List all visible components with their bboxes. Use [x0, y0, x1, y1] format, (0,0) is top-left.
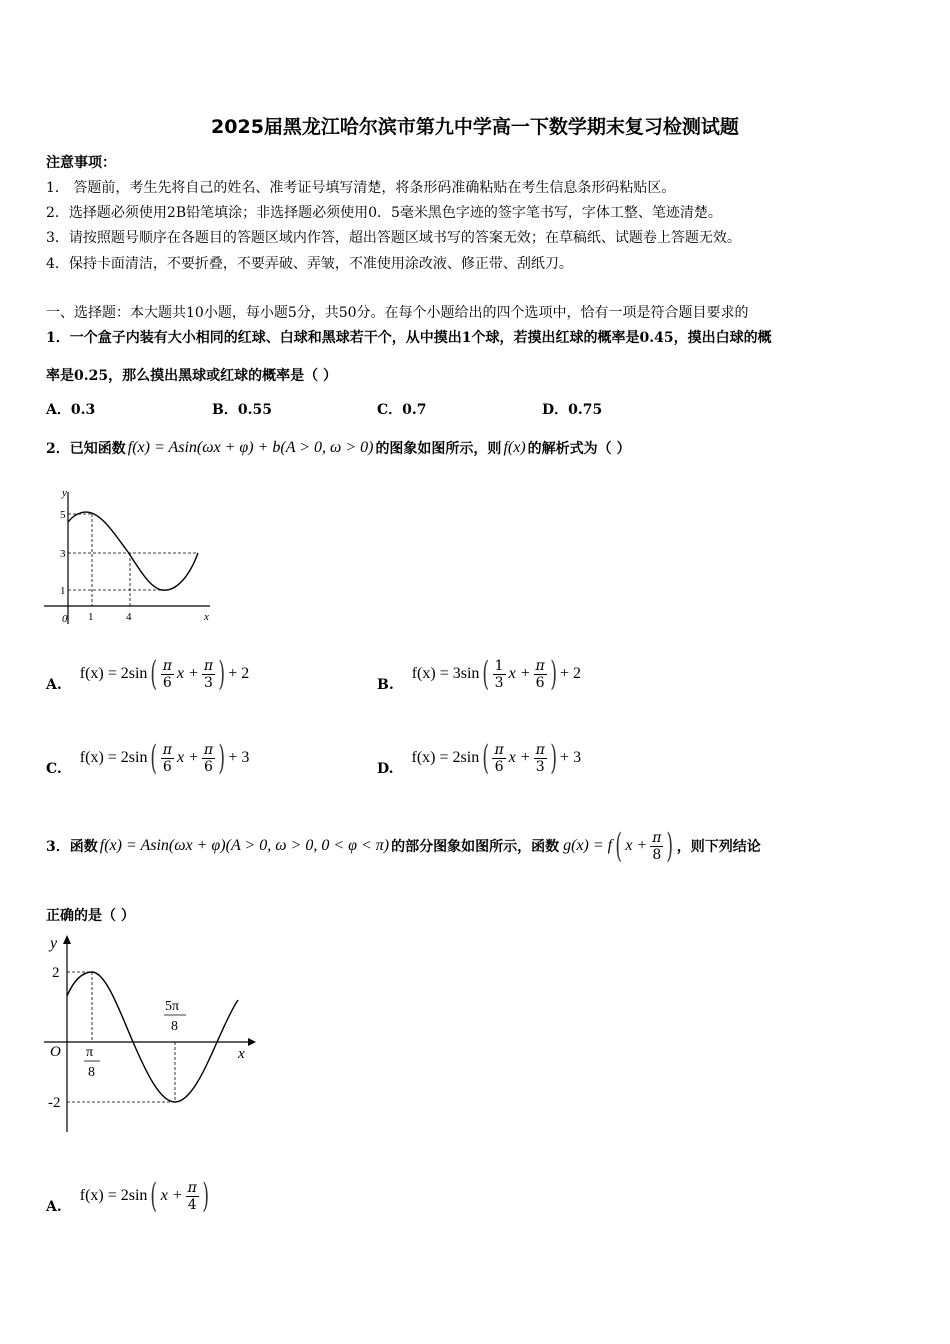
- fraction-num: π: [652, 829, 662, 846]
- notice-item: 4．保持卡面清洁，不要折叠，不要弄破、弄皱，不准使用涂改液、修正带、刮纸刀。: [46, 256, 573, 272]
- math-tail: + 3: [228, 749, 250, 766]
- fraction: [161, 742, 174, 775]
- math-tail: + 3: [560, 749, 582, 766]
- axis-label-x: x: [204, 611, 209, 623]
- question-3-prefix: 3．函数: [46, 839, 98, 855]
- option-d: [377, 734, 581, 782]
- fraction-den: 8: [652, 846, 662, 863]
- math-var: x +: [625, 837, 648, 854]
- math-var: x +: [176, 665, 199, 682]
- sine-curve: [68, 512, 198, 590]
- fraction-num: π: [187, 1179, 197, 1196]
- option-label: A.: [46, 677, 62, 693]
- option-b: [377, 650, 581, 698]
- page-title: 2025届黑龙江哈尔滨市第九中学高一下数学期末复习检测试题: [211, 116, 739, 138]
- origin-label: 0: [62, 613, 68, 625]
- question-3-graph: [40, 932, 260, 1142]
- fraction-den: 6: [162, 758, 172, 775]
- right-paren: ): [202, 1176, 209, 1216]
- option-label: B.: [377, 677, 394, 693]
- tick-label-x: 1: [88, 611, 94, 623]
- axis-label-x: x: [238, 1046, 245, 1062]
- math-lhs: f(x) = 2sin: [411, 749, 480, 766]
- axis-label-y: y: [62, 487, 67, 499]
- tick-label-x-den: 8: [88, 1065, 95, 1080]
- y-axis-arrow: [63, 935, 71, 944]
- fraction-num: π: [162, 741, 172, 758]
- question-2-graph: [40, 484, 230, 626]
- fraction: [650, 830, 663, 863]
- notice-item: 2．选择题必须使用2B铅笔填涂；非选择题必须使用0．5毫米黑色字迹的签字笔书写，字体工整、笔迹清楚。: [46, 205, 722, 221]
- question-2-fx: f(x): [503, 439, 526, 456]
- fraction: [534, 658, 547, 691]
- tick-label-y: 1: [60, 585, 66, 597]
- math-lhs: f(x) = 3sin: [411, 665, 480, 682]
- section-heading: 一、选择题：本大题共10小题，每小题5分，共50分。在每个小题给出的四个选项中，恰有一项是符合题目要求的: [46, 305, 749, 321]
- question-2-stem: [46, 432, 631, 464]
- axis-label-y: y: [50, 935, 58, 952]
- fraction-num: π: [535, 657, 545, 674]
- question-3-middle: 的部分图象如图所示，函数: [391, 839, 560, 855]
- fraction-num: π: [203, 741, 214, 758]
- math-lhs: f(x) = 2sin: [79, 1187, 148, 1204]
- tick-label-x-num: π: [86, 1045, 94, 1060]
- right-paren: ): [666, 826, 674, 866]
- tick-label-x-num: 5π: [165, 999, 180, 1014]
- tick-label-y: 3: [60, 548, 66, 560]
- option-b: B．0.55: [212, 402, 272, 418]
- question-2-function: f(x) = Asin(ωx + φ) + b(A > 0, ω > 0): [127, 439, 374, 456]
- tick-label-y: 5: [60, 509, 66, 521]
- tick-label-x: 4: [126, 611, 132, 623]
- fraction-den: 3: [535, 758, 545, 775]
- notice-item: 1． 答题前，考生先将自己的姓名、准考证号填写清楚，将条形码准确粘贴在考生信息条形码粘贴区。: [46, 180, 676, 196]
- option-label: A.: [46, 1199, 62, 1215]
- fraction: [493, 658, 506, 691]
- left-paren: (: [482, 654, 490, 694]
- math-tail: + 2: [228, 665, 250, 682]
- question-1-line2: 率是0.25，那么摸出黑球或红球的概率是（ ）: [46, 368, 337, 384]
- fraction: [492, 742, 505, 775]
- fraction: [161, 658, 174, 691]
- notice-item: 3．请按照题号顺序在各题目的答题区域内作答，超出答题区域书写的答案无效；在草稿纸、试题卷上答题无效。: [46, 230, 741, 246]
- notice-heading: 注意事项：: [46, 155, 116, 171]
- origin-label: O: [50, 1044, 61, 1060]
- question-3-line2: 正确的是（ ）: [46, 908, 135, 924]
- fraction-num: π: [162, 657, 172, 674]
- fraction: [186, 1180, 199, 1213]
- math-tail: + 2: [559, 665, 581, 682]
- fraction-den: 3: [494, 674, 504, 691]
- left-paren: (: [150, 738, 158, 778]
- option-label: C.: [46, 761, 62, 777]
- fraction-den: 6: [203, 758, 213, 775]
- sine-curve: [67, 972, 238, 1102]
- question-2-suffix: 的解析式为（ ）: [527, 441, 631, 457]
- fraction-den: 6: [535, 674, 545, 691]
- question-3-stem: [46, 822, 761, 870]
- math-var: x +: [508, 749, 531, 766]
- fraction-den: 6: [162, 674, 172, 691]
- left-paren: (: [150, 1176, 158, 1216]
- fraction-num: π: [203, 657, 214, 674]
- fraction-den: 3: [203, 674, 213, 691]
- tick-label-y: -2: [48, 1095, 61, 1111]
- right-paren: ): [550, 738, 557, 778]
- left-paren: (: [150, 654, 158, 694]
- question-2-prefix: 2．已知函数: [46, 441, 126, 457]
- fraction: [202, 658, 215, 691]
- left-paren: (: [482, 738, 490, 778]
- option-a: A．0.3: [46, 402, 96, 418]
- question-3-g-lhs: g(x) = f: [563, 837, 613, 854]
- option-c: [46, 734, 249, 782]
- left-paren: (: [615, 826, 623, 866]
- x-axis-arrow: [248, 1038, 256, 1046]
- math-lhs: f(x) = 2sin: [79, 749, 148, 766]
- option-c: C．0.7: [377, 402, 427, 418]
- question-3-suffix: ，则下列结论: [676, 839, 761, 855]
- question-3-function: f(x) = Asin(ωx + φ)(A > 0, ω > 0, 0 < φ < π): [99, 837, 390, 854]
- right-paren: ): [218, 738, 225, 778]
- question-2-middle: 的图象如图所示，则: [375, 441, 502, 457]
- fraction: [534, 742, 547, 775]
- right-paren: ): [550, 654, 557, 694]
- math-var: x +: [160, 1187, 183, 1204]
- tick-label-x-den: 8: [171, 1019, 178, 1034]
- question-1-line1: 1．一个盒子内装有大小相同的红球、白球和黑球若干个，从中摸出1个球，若摸出红球的概率是0.45，摸出白球的概: [46, 330, 772, 346]
- math-var: x +: [176, 749, 199, 766]
- fraction-den: 6: [494, 758, 504, 775]
- option-d: D．0.75: [542, 402, 603, 418]
- option-a: [46, 650, 249, 698]
- math-lhs: f(x) = 2sin: [79, 665, 148, 682]
- fraction: [202, 742, 215, 775]
- fraction-num: 1: [494, 657, 504, 674]
- option-a: [46, 1172, 212, 1220]
- tick-label-y: 2: [52, 965, 60, 981]
- right-paren: ): [218, 654, 225, 694]
- fraction-num: π: [535, 741, 545, 758]
- math-var: x +: [508, 665, 531, 682]
- option-label: D.: [377, 761, 394, 777]
- fraction-den: 4: [187, 1196, 197, 1213]
- fraction-num: π: [494, 741, 504, 758]
